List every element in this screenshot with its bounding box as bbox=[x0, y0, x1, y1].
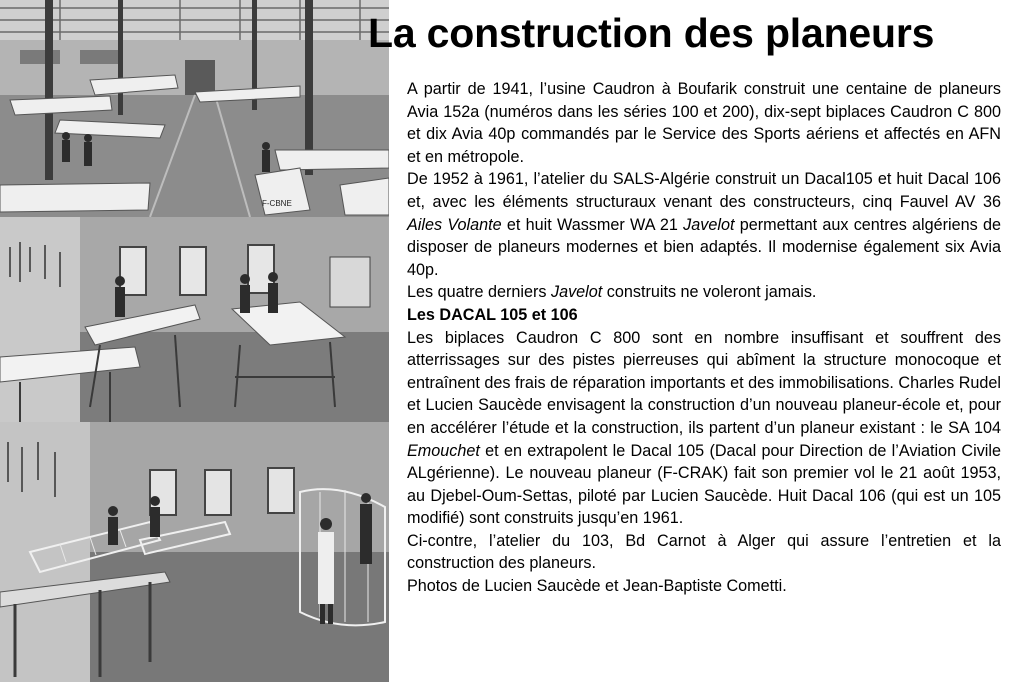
workshop-wings-illustration bbox=[0, 217, 389, 422]
text-segment: construits ne voleront jamais. bbox=[602, 283, 817, 302]
paragraph-javelot bbox=[407, 281, 1001, 304]
paragraph-photo-credits: Photos de Lucien Saucède et Jean-Baptiste Cometti. bbox=[407, 577, 787, 596]
emphasis-javelot: Javelot bbox=[683, 215, 735, 234]
paragraph-dacal bbox=[407, 327, 1001, 530]
paragraph-sals-algerie bbox=[407, 168, 1001, 281]
section-subtitle: Les DACAL 105 et 106 bbox=[407, 305, 578, 324]
text-segment: Les quatre derniers bbox=[407, 283, 551, 302]
text-segment: Les biplaces Caudron C 800 sont en nombre insuffisant et souffrent des atterrissages sur des pistes pierreuses qui abîment la structure monocoque et entraînent des frais de réparation importants et des immobilisations. Charles Rudel et Lucien Saucède envisagent la construction d’un nouveau planeur-école et, pour en accélérer l’étude et la construction, ils partent d’un planeur existant : le SA 104 bbox=[407, 328, 1001, 437]
article-body bbox=[407, 78, 1001, 598]
photo-workshop-wings bbox=[0, 217, 389, 422]
photo-factory-hall bbox=[0, 0, 389, 217]
text-segment: et en extrapolent le Dacal 105 (Dacal pour Direction de l’Aviation Civile ALgérienne). Le nouveau planeur (F-CRAK) fait son premier vol le 21 août 1953, au Djebel-Oum-Settas, piloté par Lucien Saucède. Huit Dacal 106 (qui est un 105 modifié) sont construits jusqu’en 1961. bbox=[407, 441, 1001, 528]
text-segment: et huit Wassmer WA 21 bbox=[501, 215, 684, 234]
paragraph-atelier: Ci-contre, l’atelier du 103, Bd Carnot à Alger qui assure l’entretien et la construction des planeurs. bbox=[407, 531, 1001, 573]
emphasis-ailes-volante: Ailes Volante bbox=[407, 215, 502, 234]
factory-hall-illustration bbox=[0, 0, 389, 217]
registration-mark: F-CBNE bbox=[262, 199, 292, 208]
text-segment: De 1952 à 1961, l’atelier du SALS-Algérie construit un Dacal105 et huit Dacal 106 et, avec les éléments structuraux venant des constructeurs, cinq Fauvel AV 36 bbox=[407, 170, 1001, 211]
paragraph-history-caudron: A partir de 1941, l’usine Caudron à Boufarik construit une centaine de planeurs Avia 152a (numéros dans les séries 100 et 200), dix-sept biplaces Caudron C 800 et dix Avia 40p commandés par le Service des Sports aériens et affectés en AFN et en métropole. bbox=[407, 80, 1001, 166]
emphasis-emouchet: Emouchet bbox=[407, 441, 480, 460]
photo-workshop-fuselages bbox=[0, 422, 389, 682]
text-segment: permettant aux centres algériens de disposer de planeurs modernes et bien adaptés. Il modernise également six Avia 40p. bbox=[407, 215, 1002, 279]
page-title: La construction des planeurs bbox=[368, 10, 935, 56]
emphasis-javelot: Javelot bbox=[550, 283, 603, 302]
workshop-fuselages-illustration bbox=[0, 422, 389, 682]
